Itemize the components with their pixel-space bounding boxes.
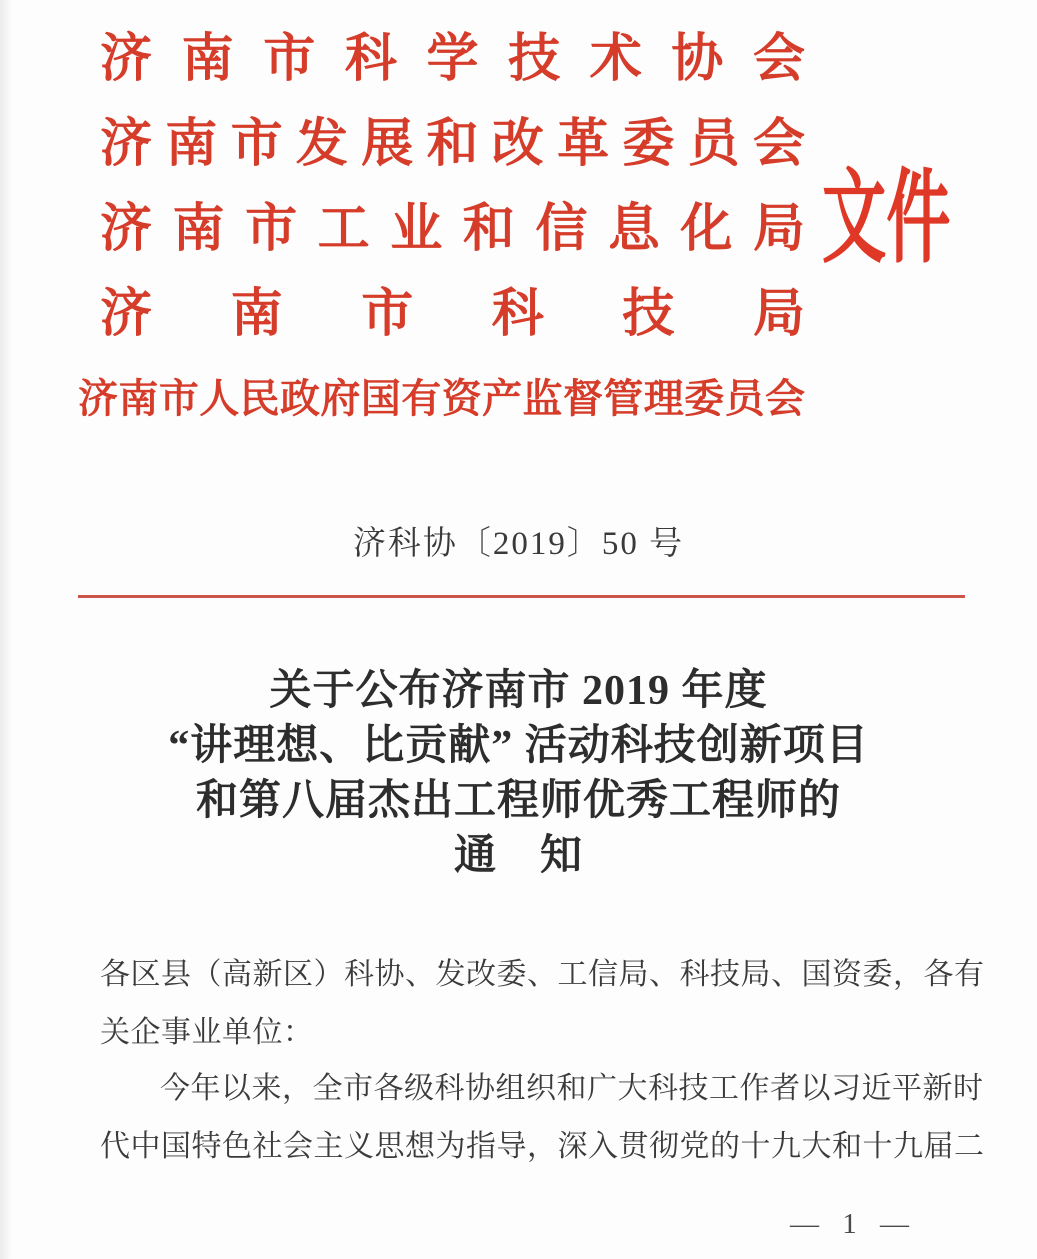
letterhead-divider-rule [78,595,965,598]
letterhead-org-line-2: 济南市发展和改革委员会 [100,115,805,173]
page-number: — 1 — [790,1208,917,1240]
salutation-line-1: 各区县（高新区）科协、发改委、工信局、科技局、国资委，各有 [100,958,985,991]
letterhead-org-line-3: 济南市工业和信息化局 [100,200,805,258]
document-number: 济科协〔2019〕50 号 [352,526,685,562]
letterhead-document-mark: 文件 [822,161,951,275]
notice-title-line-1: 关于公布济南市 2019 年度 [269,668,768,714]
notice-title-line-4: 通 知 [453,833,583,879]
letterhead-org-list [78,17,805,442]
notice-title-line-2: “讲理想、比贡献” 活动科技创新项目 [168,723,869,769]
salutation [100,946,985,1062]
letterhead-org-line-4: 济南市科技局 [100,285,805,343]
letterhead-org-line-1: 济南市科学技术协会 [100,30,805,88]
body-paragraph-line-2: 代中国特色社会主义思想为指导，深入贯彻党的十九大和十九届二 [100,1130,985,1163]
notice-title-line-3: 和第八届杰出工程师优秀工程师的 [195,778,841,824]
salutation-line-2: 关企事业单位： [100,1016,314,1049]
letterhead-org-line-5: 济南市人民政府国有资产监督管理委员会 [78,377,805,421]
notice-title [0,664,1037,884]
body-paragraph-line-1: 今年以来，全市各级科协组织和广大科技工作者以习近平新时 [160,1072,984,1105]
body-paragraph [100,1060,985,1176]
